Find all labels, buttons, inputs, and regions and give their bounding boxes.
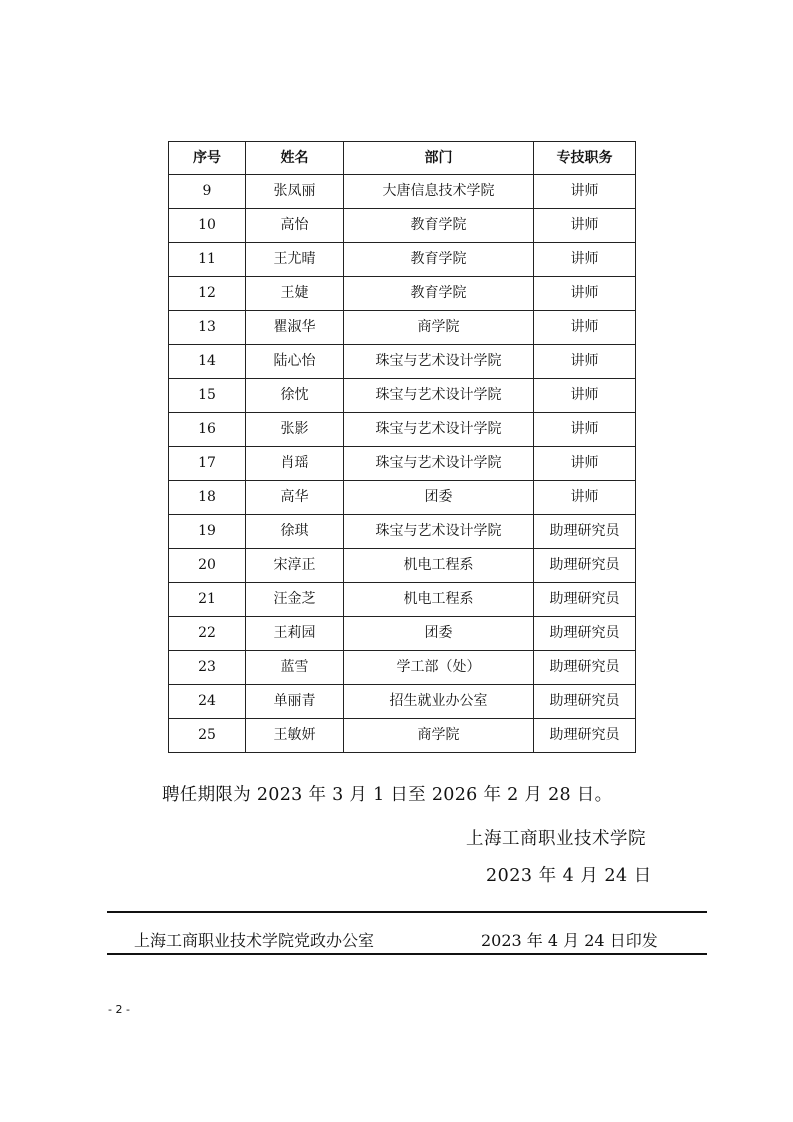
cell-name: 单丽青	[246, 685, 344, 719]
table-row	[169, 311, 636, 345]
cell-department: 学工部（处）	[344, 651, 534, 685]
cell-position: 助理研究员	[534, 549, 636, 583]
table-row	[169, 175, 636, 209]
footer-divider-top	[107, 911, 707, 913]
cell-serial: 20	[169, 549, 246, 583]
cell-department: 教育学院	[344, 209, 534, 243]
cell-department: 教育学院	[344, 243, 534, 277]
footer-issue-date: 2023 年 4 月 24 日印发	[481, 931, 658, 950]
cell-serial: 18	[169, 481, 246, 515]
cell-serial: 17	[169, 447, 246, 481]
cell-name: 宋淳正	[246, 549, 344, 583]
cell-serial: 19	[169, 515, 246, 549]
term-statement: 聘任期限为 2023 年 3 月 1 日至 2026 年 2 月 28 日。	[162, 785, 613, 805]
cell-position: 讲师	[534, 481, 636, 515]
cell-position: 讲师	[534, 243, 636, 277]
table-row	[169, 583, 636, 617]
cell-department: 机电工程系	[344, 583, 534, 617]
cell-department: 珠宝与艺术设计学院	[344, 447, 534, 481]
cell-name: 蓝雪	[246, 651, 344, 685]
table-row	[169, 481, 636, 515]
cell-department: 大唐信息技术学院	[344, 175, 534, 209]
cell-position: 讲师	[534, 413, 636, 447]
table-row	[169, 209, 636, 243]
cell-department: 珠宝与艺术设计学院	[344, 413, 534, 447]
table-row	[169, 549, 636, 583]
cell-serial: 25	[169, 719, 246, 753]
table-row	[169, 277, 636, 311]
cell-name: 汪金芝	[246, 583, 344, 617]
cell-department: 团委	[344, 481, 534, 515]
cell-department: 珠宝与艺术设计学院	[344, 345, 534, 379]
header-position: 专技职务	[534, 142, 636, 175]
cell-serial: 24	[169, 685, 246, 719]
cell-serial: 12	[169, 277, 246, 311]
footer-issuing-office: 上海工商职业技术学院党政办公室	[134, 931, 375, 950]
cell-serial: 10	[169, 209, 246, 243]
cell-position: 讲师	[534, 277, 636, 311]
cell-position: 助理研究员	[534, 685, 636, 719]
header-serial: 序号	[169, 142, 246, 175]
cell-position: 讲师	[534, 345, 636, 379]
table-header-row	[169, 142, 636, 175]
cell-position: 讲师	[534, 379, 636, 413]
cell-position: 助理研究员	[534, 583, 636, 617]
cell-serial: 16	[169, 413, 246, 447]
cell-department: 机电工程系	[344, 549, 534, 583]
table-row	[169, 685, 636, 719]
cell-position: 助理研究员	[534, 719, 636, 753]
cell-position: 助理研究员	[534, 515, 636, 549]
cell-serial: 15	[169, 379, 246, 413]
cell-name: 肖瑶	[246, 447, 344, 481]
cell-name: 张凤丽	[246, 175, 344, 209]
cell-serial: 13	[169, 311, 246, 345]
cell-name: 张影	[246, 413, 344, 447]
cell-name: 高华	[246, 481, 344, 515]
table-body	[169, 175, 636, 753]
cell-name: 徐琪	[246, 515, 344, 549]
signature-organization: 上海工商职业技术学院	[466, 829, 646, 849]
cell-department: 商学院	[344, 311, 534, 345]
table-row	[169, 651, 636, 685]
cell-department: 珠宝与艺术设计学院	[344, 379, 534, 413]
page-number: - 2 -	[108, 1003, 130, 1016]
table-row	[169, 515, 636, 549]
cell-position: 讲师	[534, 209, 636, 243]
table-row	[169, 447, 636, 481]
cell-name: 高怡	[246, 209, 344, 243]
cell-department: 团委	[344, 617, 534, 651]
cell-name: 王敏妍	[246, 719, 344, 753]
cell-position: 助理研究员	[534, 617, 636, 651]
cell-department: 商学院	[344, 719, 534, 753]
cell-serial: 9	[169, 175, 246, 209]
table-row	[169, 345, 636, 379]
cell-serial: 11	[169, 243, 246, 277]
table-row	[169, 719, 636, 753]
cell-serial: 14	[169, 345, 246, 379]
cell-department: 招生就业办公室	[344, 685, 534, 719]
table-row	[169, 617, 636, 651]
header-department: 部门	[344, 142, 534, 175]
cell-serial: 22	[169, 617, 246, 651]
cell-name: 王尤晴	[246, 243, 344, 277]
cell-name: 王婕	[246, 277, 344, 311]
cell-position: 讲师	[534, 447, 636, 481]
table-row	[169, 413, 636, 447]
cell-name: 徐忱	[246, 379, 344, 413]
cell-position: 助理研究员	[534, 651, 636, 685]
cell-department: 珠宝与艺术设计学院	[344, 515, 534, 549]
cell-serial: 23	[169, 651, 246, 685]
appointment-table	[168, 141, 636, 753]
cell-department: 教育学院	[344, 277, 534, 311]
cell-serial: 21	[169, 583, 246, 617]
header-name: 姓名	[246, 142, 344, 175]
cell-name: 陆心怡	[246, 345, 344, 379]
cell-position: 讲师	[534, 175, 636, 209]
table-row	[169, 379, 636, 413]
signature-date: 2023 年 4 月 24 日	[486, 866, 652, 886]
footer-divider-bottom	[107, 953, 707, 955]
table-row	[169, 243, 636, 277]
cell-name: 瞿淑华	[246, 311, 344, 345]
cell-name: 王莉园	[246, 617, 344, 651]
cell-position: 讲师	[534, 311, 636, 345]
